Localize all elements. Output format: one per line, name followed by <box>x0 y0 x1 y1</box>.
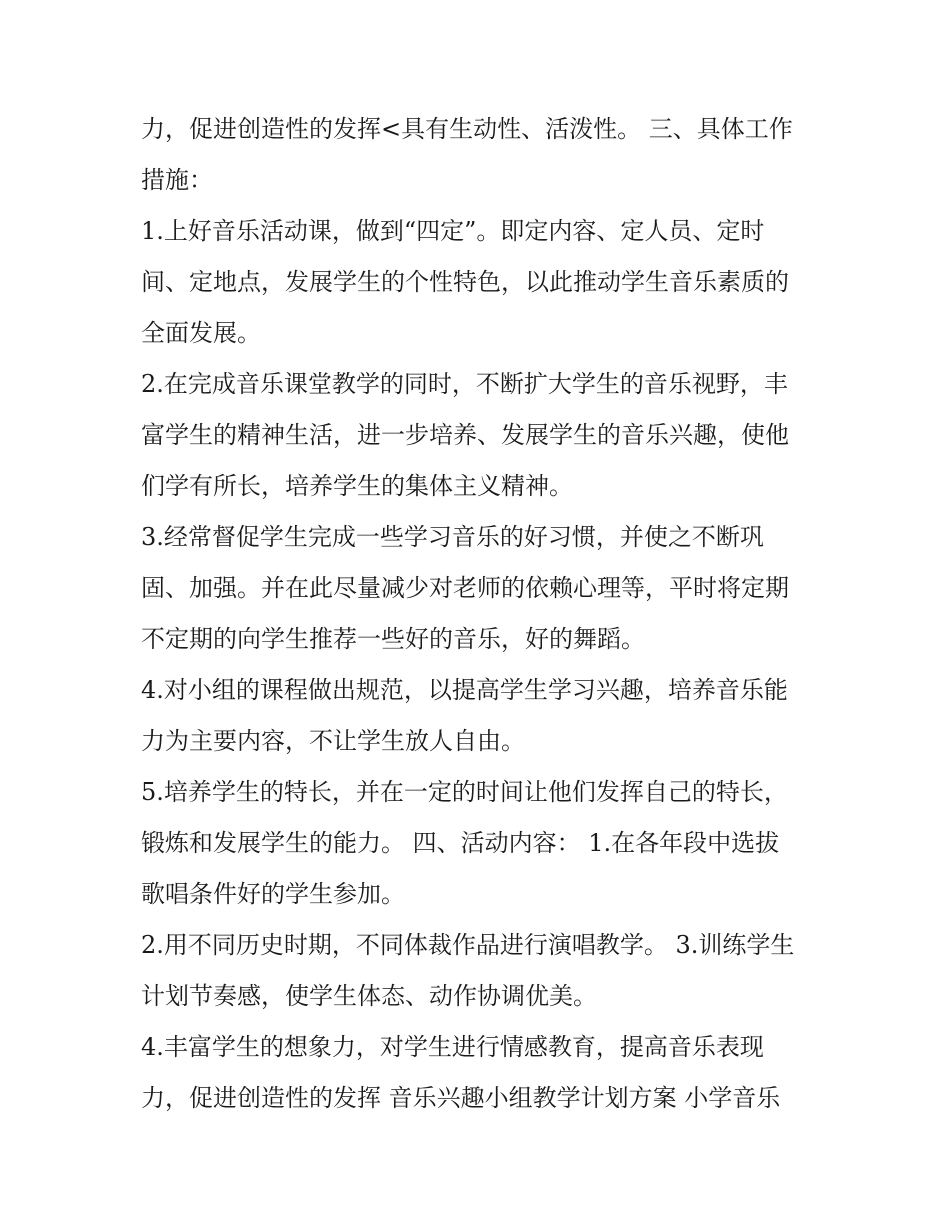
text-line: 锻炼和发展学生的能力。 四、活动内容： 1.在各年段中选拔 <box>141 829 780 857</box>
text-line: 们学有所长，培养学生的集体主义精神。 <box>141 472 573 500</box>
text-line: 计划节奏感，使学生体态、动作协调优美。 <box>141 982 597 1010</box>
text-line: 5.培养学生的特长，并在一定的时间让他们发挥自己的特长， <box>141 778 788 806</box>
text-line: 4.丰富学生的想象力，对学生进行情感教育，提高音乐表现 <box>141 1033 764 1061</box>
text-line: 全面发展。 <box>141 319 261 347</box>
text-line: 不定期的向学生推荐一些好的音乐，好的舞蹈。 <box>141 625 645 653</box>
text-line: 3.经常督促学生完成一些学习音乐的好习惯，并使之不断巩 <box>141 523 764 551</box>
text-line: 歌唱条件好的学生参加。 <box>141 880 405 908</box>
document-body <box>141 104 821 1124</box>
text-line: 1.上好音乐活动课，做到“四定”。即定内容、定人员、定时 <box>141 217 765 245</box>
text-line: 4.对小组的课程做出规范，以提高学生学习兴趣，培养音乐能 <box>141 676 788 704</box>
text-line: 2.在完成音乐课堂教学的同时，不断扩大学生的音乐视野，丰 <box>141 370 788 398</box>
text-line: 措施： <box>141 166 213 194</box>
text-line: 力，促进创造性的发挥<具有生动性、活泼性。 三、具体工作 <box>141 115 793 143</box>
text-line: 力，促进创造性的发挥 音乐兴趣小组教学计划方案 小学音乐 <box>141 1084 781 1112</box>
text-line: 固、加强。并在此尽量减少对老师的依赖心理等，平时将定期 <box>141 574 789 602</box>
text-line: 2.用不同历史时期，不同体裁作品进行演唱教学。 3.训练学生 <box>141 931 795 959</box>
text-line: 间、定地点，发展学生的个性特色，以此推动学生音乐素质的 <box>141 268 789 296</box>
text-line: 力为主要内容，不让学生放人自由。 <box>141 727 525 755</box>
text-line: 富学生的精神生活，进一步培养、发展学生的音乐兴趣，使他 <box>141 421 789 449</box>
